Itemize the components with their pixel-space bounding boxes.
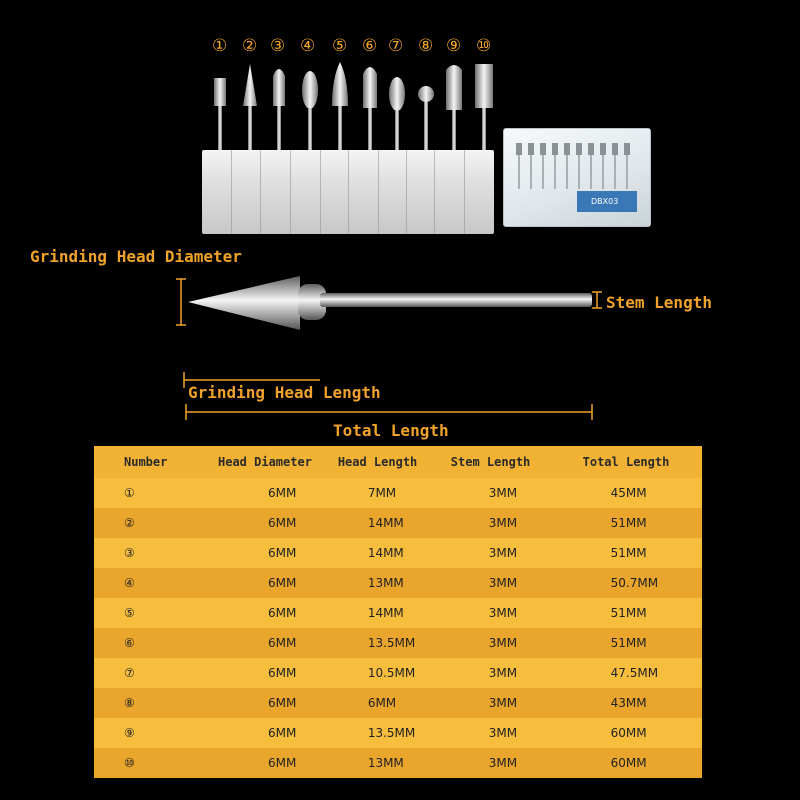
number-cell: ③: [94, 538, 218, 568]
table-row: [94, 478, 702, 508]
col-stem-length: Stem Length: [451, 446, 569, 478]
head-length-cell: 14MM: [338, 598, 451, 628]
number-cell: ⑩: [94, 748, 218, 778]
total-length-cell: 43MM: [569, 688, 702, 718]
stem-length-cell: 3MM: [451, 628, 569, 658]
head-diameter-cell: 6MM: [218, 478, 338, 508]
total-length-cell: 50.7MM: [569, 568, 702, 598]
head-length-cell: 7MM: [338, 478, 451, 508]
number-cell: ⑤: [94, 598, 218, 628]
head-diameter-cell: 6MM: [218, 568, 338, 598]
head-diameter-cell: 6MM: [218, 508, 338, 538]
total-length-cell: 51MM: [569, 598, 702, 628]
head-diameter-cell: 6MM: [218, 538, 338, 568]
stem-length-cell: 3MM: [451, 568, 569, 598]
bit-number-3: ③: [270, 36, 286, 56]
head-diameter-cell: 6MM: [218, 658, 338, 688]
head-length-cell: 13.5MM: [338, 628, 451, 658]
stem-length-label: Stem Length: [606, 293, 712, 312]
col-head-length: Head Length: [338, 446, 451, 478]
col-number: Number: [94, 446, 218, 478]
number-cell: ②: [94, 508, 218, 538]
total-length-cell: 60MM: [569, 718, 702, 748]
stem-length-cell: 3MM: [451, 658, 569, 688]
table-row: [94, 508, 702, 538]
stem-length-cell: 3MM: [451, 508, 569, 538]
stem-length-cell: 3MM: [451, 478, 569, 508]
total-length-cell: 51MM: [569, 628, 702, 658]
stem-length-cell: 3MM: [451, 538, 569, 568]
number-cell: ①: [94, 478, 218, 508]
total-length-cell: 51MM: [569, 538, 702, 568]
head-length-cell: 13MM: [338, 748, 451, 778]
col-total-length: Total Length: [569, 446, 702, 478]
head-length-cell: 14MM: [338, 508, 451, 538]
bit-number-9: ⑨: [446, 36, 462, 56]
stem-length-cell: 3MM: [451, 598, 569, 628]
head-length-cell: 14MM: [338, 538, 451, 568]
col-head-diameter: Head Diameter: [218, 446, 338, 478]
number-cell: ⑨: [94, 718, 218, 748]
number-cell: ⑧: [94, 688, 218, 718]
bit-number-2: ②: [242, 36, 258, 56]
table-row: [94, 538, 702, 568]
large-cone-burr: [188, 276, 592, 330]
bit-number-4: ④: [300, 36, 316, 56]
table-row: [94, 628, 702, 658]
head-diameter-cell: 6MM: [218, 718, 338, 748]
table-row: [94, 568, 702, 598]
number-cell: ⑥: [94, 628, 218, 658]
head-diameter-cell: 6MM: [218, 748, 338, 778]
head-length-cell: 10.5MM: [338, 658, 451, 688]
table-row: [94, 688, 702, 718]
bit-number-6: ⑥: [362, 36, 378, 56]
head-diameter-cell: 6MM: [218, 598, 338, 628]
table-row: [94, 598, 702, 628]
head-length-cell: 13.5MM: [338, 718, 451, 748]
total-length-cell: 45MM: [569, 478, 702, 508]
stem-length-cell: 3MM: [451, 748, 569, 778]
spec-table: [94, 446, 702, 778]
head-length-cell: 6MM: [338, 688, 451, 718]
head-diameter-cell: 6MM: [218, 688, 338, 718]
table-row: [94, 748, 702, 778]
head-length-cell: 13MM: [338, 568, 451, 598]
head-diameter-label: Grinding Head Diameter: [30, 247, 242, 266]
total-length-cell: 47.5MM: [569, 658, 702, 688]
total-length-cell: 51MM: [569, 508, 702, 538]
case-label: DBX03: [577, 191, 637, 212]
bit-number-8: ⑧: [418, 36, 434, 56]
bit-number-5: ⑤: [332, 36, 348, 56]
bit-number-10: ⑩: [476, 36, 492, 56]
bit-number-1: ①: [212, 36, 228, 56]
total-length-label: Total Length: [333, 421, 449, 440]
stem-length-cell: 3MM: [451, 718, 569, 748]
number-cell: ④: [94, 568, 218, 598]
table-row: [94, 658, 702, 688]
stem-length-cell: 3MM: [451, 688, 569, 718]
head-length-label: Grinding Head Length: [188, 383, 381, 402]
total-length-cell: 60MM: [569, 748, 702, 778]
head-diameter-cell: 6MM: [218, 628, 338, 658]
number-cell: ⑦: [94, 658, 218, 688]
table-row: [94, 718, 702, 748]
table-header-row: [94, 446, 702, 478]
bit-number-7: ⑦: [388, 36, 404, 56]
